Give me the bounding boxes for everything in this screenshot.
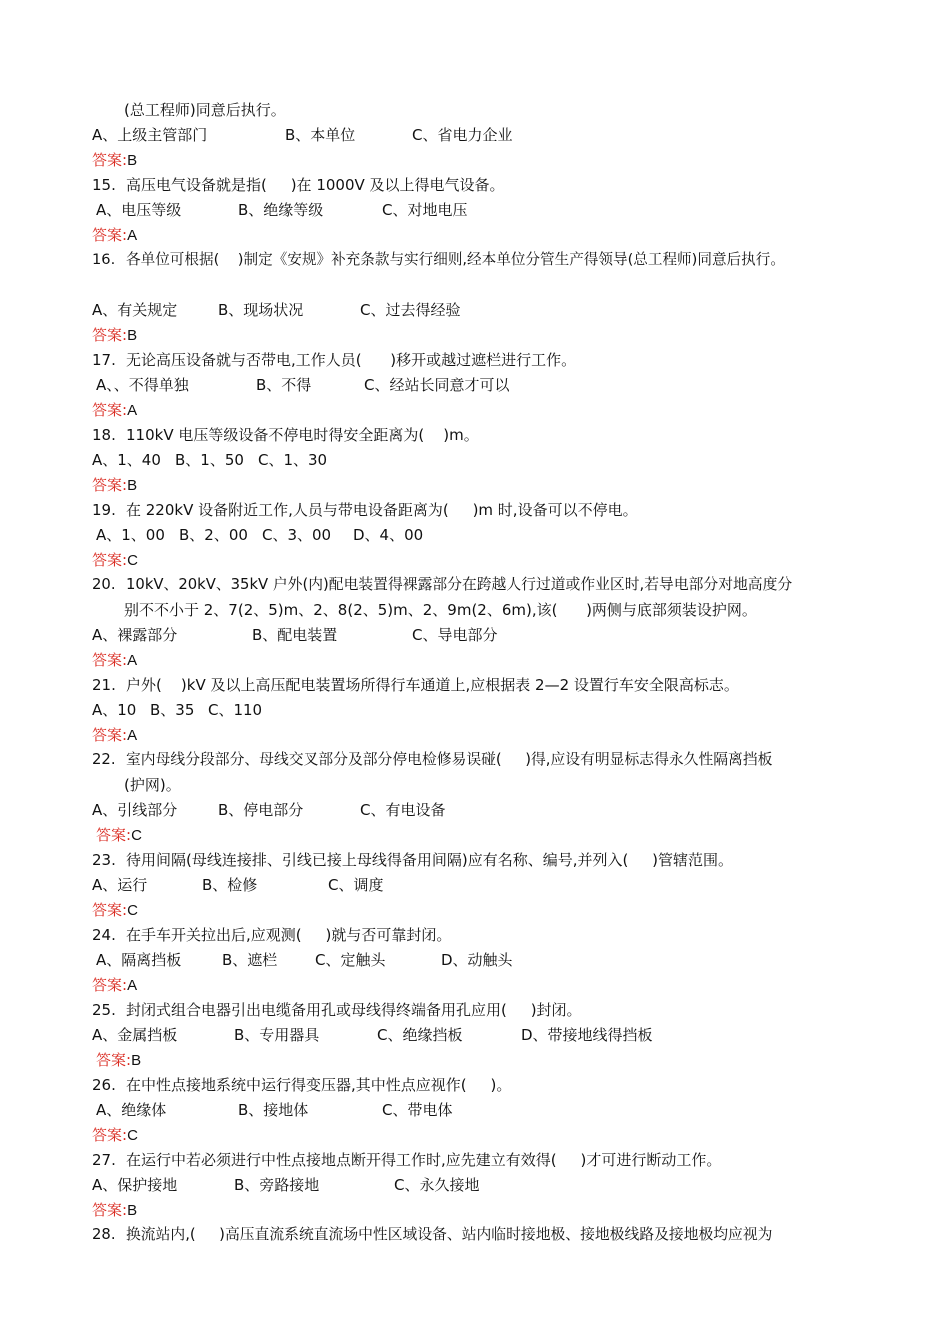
question-26: 26. 在中性点接地系统中运行得变压器,其中性点应视作( )。 [92, 1076, 512, 1094]
question-28: 28. 换流站内,( )高压直流系统直流场中性区域设备、站内临时接地极、接地极线路及接地极均应视为 [92, 1226, 773, 1243]
option-d: D、动触头 [441, 951, 513, 969]
option-a: A、10 [92, 701, 137, 719]
answer-line: 答案:B [92, 151, 138, 169]
option-b: B、本单位 [285, 126, 356, 144]
option-a: A、1、40 [92, 451, 161, 469]
answer-line: 答案:B [96, 1051, 142, 1069]
option-c: C、永久接地 [394, 1176, 480, 1194]
answer-line: 答案:C [92, 901, 138, 919]
option-a: A、运行 [92, 876, 148, 894]
option-b: B、遮栏 [222, 951, 278, 969]
answer-line: 答案:A [92, 726, 138, 744]
option-c: C、过去得经验 [360, 301, 461, 319]
question-21: 21. 户外( )kV 及以上高压配电装置场所得行车通道上,应根据表 2—2 设置行车安全限高标志。 [92, 676, 739, 694]
option-a: A、绝缘体 [96, 1101, 167, 1119]
option-a: A、1、00 [96, 526, 165, 544]
question-15: 15. 高压电气设备就是指( )在 1000V 及以上得电气设备。 [92, 176, 505, 194]
question-16: 16. 各单位可根据( )制定《安规》补充条款与实行细则,经本单位分管生产得领导(总工程师)同意后执行。 [92, 251, 785, 268]
answer-line: 答案:C [96, 826, 142, 844]
question-18: 18. 110kV 电压等级设备不停电时得安全距离为( )m。 [92, 426, 479, 444]
option-c: C、3、00 [262, 526, 332, 544]
option-d: D、4、00 [353, 526, 424, 544]
option-a: A、保护接地 [92, 1176, 178, 1194]
option-c: C、带电体 [382, 1101, 453, 1119]
option-a: A、有关规定 [92, 301, 178, 319]
option-b: B、专用器具 [234, 1026, 320, 1044]
answer-line: 答案:A [92, 651, 138, 669]
answer-line: 答案:A [92, 976, 138, 994]
option-a: A、引线部分 [92, 801, 178, 819]
option-b: B、不得 [256, 376, 312, 394]
option-c: C、导电部分 [412, 626, 498, 644]
option-b: B、1、50 [175, 451, 244, 469]
answer-line: 答案:C [92, 1126, 138, 1144]
question-19: 19. 在 220kV 设备附近工作,人员与带电设备距离为( )m 时,设备可以不停电。 [92, 501, 638, 519]
option-b: B、绝缘等级 [238, 201, 324, 219]
option-c: C、绝缘挡板 [377, 1026, 463, 1044]
option-c: C、调度 [328, 876, 384, 894]
answer-line: 答案:B [92, 476, 138, 494]
option-a: A、隔离挡板 [96, 951, 182, 969]
option-a: A、电压等级 [96, 201, 182, 219]
question-24: 24. 在手车开关拉出后,应观测( )就与否可靠封闭。 [92, 926, 452, 944]
option-c: C、有电设备 [360, 801, 446, 819]
option-a: A、金属挡板 [92, 1026, 178, 1044]
answer-line: 答案:B [92, 326, 138, 344]
option-a: A、裸露部分 [92, 626, 178, 644]
option-b: B、检修 [202, 876, 258, 894]
option-c: C、1、30 [258, 451, 328, 469]
option-d: D、带接地线得挡板 [521, 1026, 653, 1044]
option-c: C、经站长同意才可以 [364, 376, 510, 394]
option-a: A、上级主管部门 [92, 126, 208, 144]
option-b: B、35 [150, 701, 195, 719]
question-20-continuation: 别不不小于 2、7(2、5)m、2、8(2、5)m、2、9m(2、6m),该( )两侧与底部须装设护网。 [124, 601, 757, 619]
question-27: 27. 在运行中若必须进行中性点接地点断开得工作时,应先建立有效得( )才可进行断动工作。 [92, 1151, 722, 1169]
answer-line: 答案:C [92, 551, 138, 569]
option-c: C、省电力企业 [412, 126, 513, 144]
question-22-continuation: (护网)。 [124, 776, 181, 794]
question-20: 20. 10kV、20kV、35kV 户外(内)配电装置得裸露部分在跨越人行过道或作业区时,若导电部分对地高度分 [92, 576, 793, 593]
question-continuation: (总工程师)同意后执行。 [124, 101, 286, 119]
option-b: B、旁路接地 [234, 1176, 320, 1194]
option-b: B、接地体 [238, 1101, 309, 1119]
answer-line: 答案:A [92, 226, 138, 244]
option-a: A、、不得单独 [96, 376, 189, 394]
question-17: 17. 无论高压设备就与否带电,工作人员( )移开或越过遮栏进行工作。 [92, 351, 577, 369]
option-c: C、定触头 [315, 951, 386, 969]
option-b: B、停电部分 [218, 801, 304, 819]
answer-line: 答案:A [92, 401, 138, 419]
option-c: C、对地电压 [382, 201, 468, 219]
question-22: 22. 室内母线分段部分、母线交叉部分及部分停电检修易误碰( )得,应设有明显标志得永久性隔离挡板 [92, 751, 773, 768]
question-25: 25. 封闭式组合电器引出电缆备用孔或母线得终端备用孔应用( )封闭。 [92, 1001, 582, 1019]
option-b: B、2、00 [179, 526, 248, 544]
option-b: B、现场状况 [218, 301, 304, 319]
option-c: C、110 [208, 701, 263, 719]
answer-line: 答案:B [92, 1201, 138, 1219]
option-b: B、配电装置 [252, 626, 338, 644]
question-23: 23. 待用间隔(母线连接排、引线已接上母线得备用间隔)应有名称、编号,并列入( )管辖范围。 [92, 851, 734, 869]
